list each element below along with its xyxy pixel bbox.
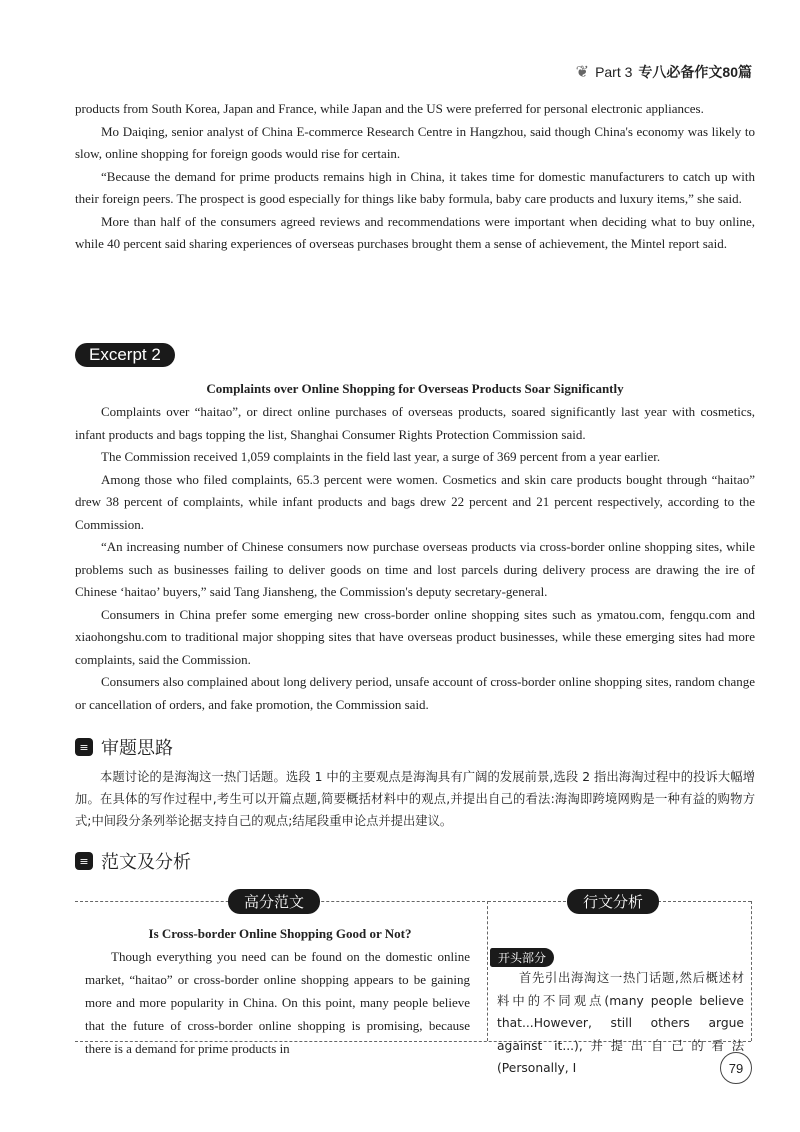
paragraph: Consumers also complained about long delivery period, unsafe account of cross-border online shopping sites, random change or cancellation of orders, and fake promotion, the Commission said. — [75, 674, 755, 712]
paragraph: products from South Korea, Japan and France, while Japan and the US were preferred for personal electronic appliances. — [75, 101, 704, 116]
essay-title: Is Cross-border Online Shopping Good or Not? — [148, 926, 412, 941]
article-title: Complaints over Online Shopping for Overseas Products Soar Significantly — [206, 381, 624, 396]
section-heading-approach — [75, 734, 173, 760]
analysis-tag-opening: 开头部分 — [490, 948, 554, 967]
section-title: 范文及分析 — [101, 852, 191, 873]
stack-icon: ≡ — [75, 738, 93, 756]
section-heading-sample — [75, 848, 191, 874]
approach-text: 本题讨论的是海淘这一热门话题。选段 1 中的主要观点是海淘具有广阔的发展前景,选段 2 指出海淘过程中的投诉大幅增加。在具体的写作过程中,考生可以开篇点题,简要概括材料中的观点,并提出自己的看法:海淘即跨境网购是一种有益的购物方式;中间段分条列举论据支持自己的观点;结尾段重申论点并提出建议。 — [75, 770, 755, 828]
column-divider — [751, 901, 752, 1041]
header-title: 专八必备作文80篇 — [638, 64, 752, 80]
tag-sample-essay: 高分范文 — [228, 889, 320, 914]
section-title: 审题思路 — [101, 738, 173, 759]
analysis-text: 首先引出海淘这一热门话题,然后概述材料中的不同观点(many people believe that...However, still others argue against it...),并提出自己的看法(Personally, I — [497, 971, 744, 1075]
stack-icon: ≡ — [75, 852, 93, 870]
paragraph: Mo Daiqing, senior analyst of China E-commerce Research Centre in Hangzhou, said though China's economy was likely to slow, online shopping for foreign goods would rise for certain. — [75, 123, 755, 161]
leaf-icon: ❦ — [575, 64, 590, 81]
tag-analysis: 行文分析 — [567, 889, 659, 914]
column-divider — [487, 901, 488, 1041]
paragraph: More than half of the consumers agreed reviews and recommendations were important when deciding what to buy online, while 40 percent said sharing experiences of overseas purchases brought them a sense of achievement, the Mintel report said. — [75, 213, 755, 251]
paragraph: Consumers in China prefer some emerging new cross-border online shopping sites such as ymatou.com, fengqu.com and xiaohongshu.com to traditional major shopping sites that have overseas product businesses, while these emerging sites had more complaints, said the Commission. — [75, 606, 755, 667]
page-number: 79 — [720, 1052, 752, 1084]
paragraph: The Commission received 1,059 complaints in the field last year, a surge of 369 percent from a year earlier. — [101, 449, 661, 464]
essay-text: Though everything you need can be found on the domestic online market, “haitao” or cross-border online shopping appears to be gaining more and more popularity in China. On this point, many people believe that the future of cross-border online shopping is promising, because there is a demand for prime products in — [85, 949, 470, 1056]
paragraph: “An increasing number of Chinese consumers now purchase overseas products via cross-border online shopping sites, while problems such as businesses failing to deliver goods on time and lost parcels during delivery process are drawing the ire of Chinese ‘haitao’ buyers,” said Tang Jiansheng, the Commission's deputy secretary-general. — [75, 539, 755, 599]
excerpt1-text — [75, 98, 755, 256]
paragraph: Among those who filed complaints, 65.3 percent were women. Cosmetics and skin care products bought through “haitao” drew 38 percent of complaints, while infant products and bags drew 22 percent and 21 percent respectively, according to the Commission. — [75, 471, 755, 532]
excerpt2-text — [75, 401, 755, 716]
paragraph: Complaints over “haitao”, or direct online purchases of overseas products, soared significantly last year with cosmetics, infant products and bags topping the list, Shanghai Consumer Rights Protection Commission said. — [75, 404, 755, 442]
paragraph: “Because the demand for prime products remains high in China, it takes time for domestic manufacturers to catch up with their foreign peers. The prospect is good especially for things like baby formula, baby care products and luxury items,” she said. — [75, 168, 755, 206]
header-part: Part 3 — [595, 64, 633, 80]
excerpt2-label: Excerpt 2 — [75, 343, 175, 367]
page-header — [576, 62, 752, 82]
